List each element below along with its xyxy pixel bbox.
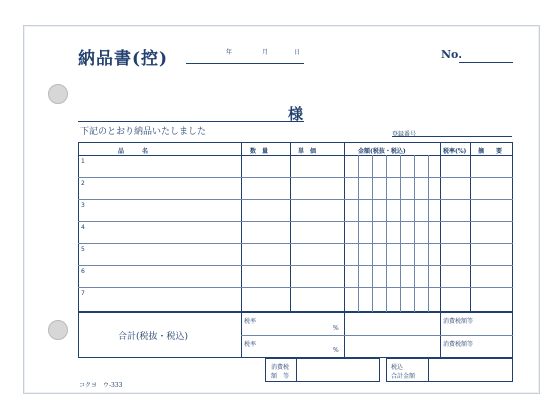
consumption-tax-amount-label-divider <box>296 358 297 382</box>
date-year-label: 年 <box>226 49 233 56</box>
column-line-amount-digit-2 <box>372 155 373 312</box>
header-remarks: 摘 要 <box>478 148 503 155</box>
tax-rate-percent-2: % <box>333 347 339 354</box>
row-number: 5 <box>81 246 85 253</box>
summary-mid-divider <box>241 335 513 336</box>
table-row-divider <box>78 177 513 178</box>
table-row-divider <box>78 199 513 200</box>
consumption-tax-amount-label-line2: 額 等 <box>271 373 290 380</box>
column-line-amount-digit-6 <box>428 155 429 312</box>
consumption-tax-label-1: 消費税額等 <box>443 318 474 325</box>
table-row-divider <box>78 221 513 222</box>
customer-name-underline <box>78 121 304 122</box>
tax-rate-percent-1: % <box>333 325 339 332</box>
table-header-divider <box>78 155 513 156</box>
tax-included-total-label-line1: 税込 <box>391 364 404 371</box>
consumption-tax-label-2: 消費税額等 <box>443 341 474 348</box>
registration-number-underline <box>392 136 512 137</box>
number-underline <box>459 62 513 63</box>
row-number: 2 <box>81 180 85 187</box>
consumption-tax-amount-label-line1: 消費税 <box>271 364 290 371</box>
product-code: コクヨ ウ-333 <box>79 382 123 389</box>
punch-hole-top <box>48 84 68 104</box>
header-amount: 金額(税抜・税込) <box>358 148 406 155</box>
column-line-amount-digit-3 <box>386 155 387 312</box>
date-underline <box>186 63 304 64</box>
tax-included-total-label-divider <box>428 358 429 382</box>
tax-rate-label-2: 税率 <box>244 341 257 348</box>
header-tax-rate: 税率(%) <box>443 148 467 155</box>
number-label: No. <box>441 48 463 61</box>
column-line-amount-digit-4 <box>400 155 401 312</box>
header-item-name: 品 名 <box>118 148 149 155</box>
form-title: 納品書(控) <box>78 49 169 69</box>
customer-honorific: 様 <box>288 105 304 123</box>
date-month-label: 月 <box>262 49 269 56</box>
total-label: 合計(税抜・税込) <box>118 332 189 342</box>
row-number: 6 <box>81 268 85 275</box>
row-number: 3 <box>81 202 85 209</box>
date-day-label: 日 <box>294 49 301 56</box>
table-row-divider <box>78 265 513 266</box>
column-line-amount-digit-1 <box>358 155 359 312</box>
tax-rate-label-1: 税率 <box>244 318 257 325</box>
column-line-amount-digit-5 <box>414 155 415 312</box>
header-unit-price: 単 価 <box>298 148 317 155</box>
registration-number-label: 登録番号 <box>392 131 417 138</box>
punch-hole-bottom <box>48 320 68 340</box>
row-number: 1 <box>81 158 85 165</box>
row-number: 7 <box>81 290 85 297</box>
header-quantity: 数 量 <box>250 148 269 155</box>
table-row-divider <box>78 287 513 288</box>
row-number: 4 <box>81 224 85 231</box>
tax-included-total-label-line2: 合計金額 <box>391 373 416 380</box>
table-row-divider <box>78 243 513 244</box>
delivery-message: 下記のとおり納品いたしました <box>80 127 207 137</box>
